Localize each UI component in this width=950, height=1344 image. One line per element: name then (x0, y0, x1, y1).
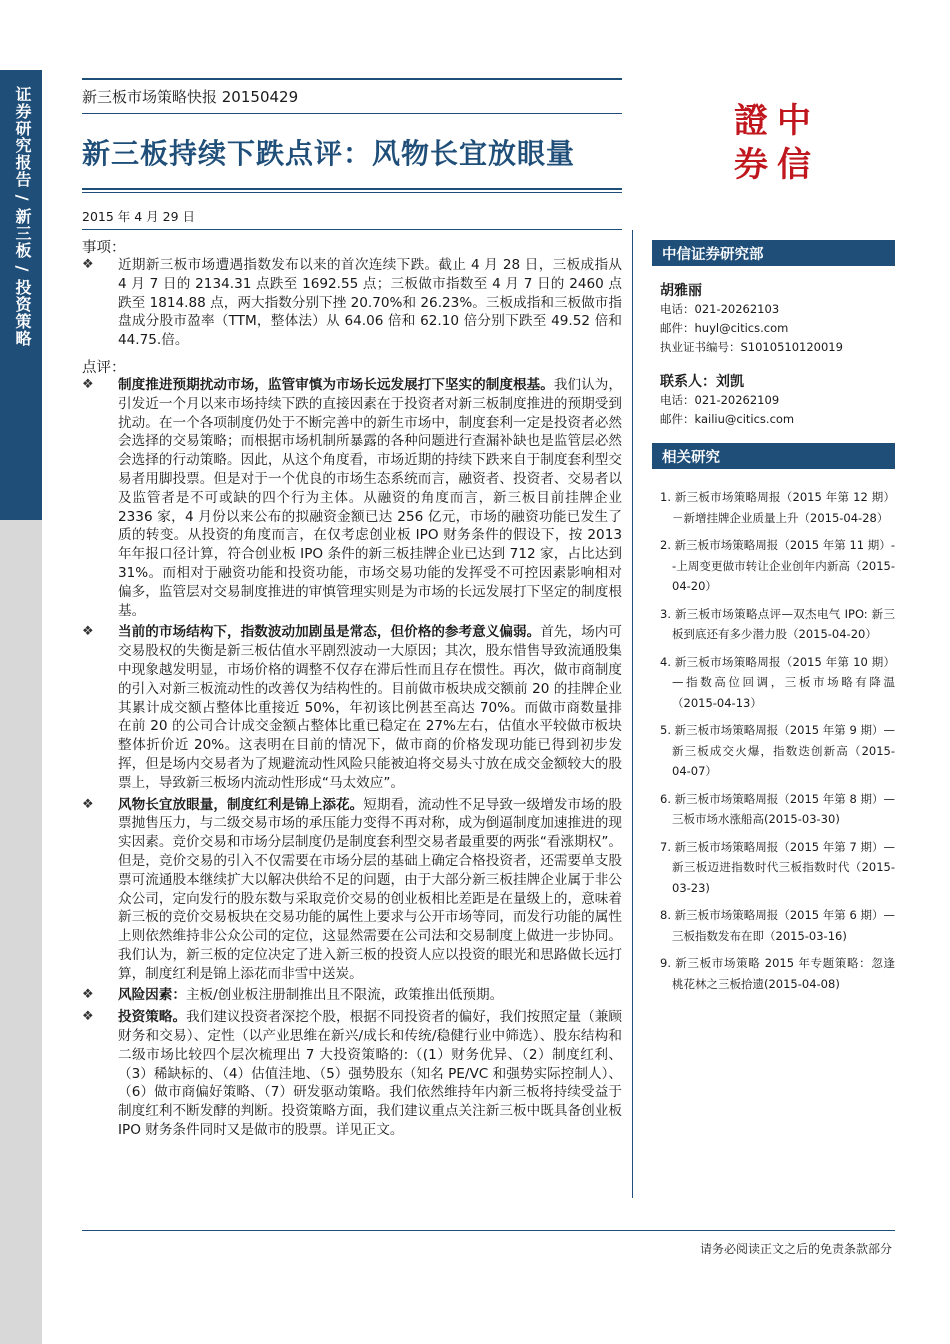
comment-item (82, 623, 622, 792)
event-item (82, 256, 622, 350)
related-list (652, 487, 895, 994)
logo-char: 信 (777, 145, 811, 182)
diamond-bullet-icon: ❖ (82, 376, 94, 392)
page-title: 新三板持续下跌点评：风物长宜放眼量 (82, 137, 576, 170)
comment-item (82, 796, 622, 984)
related-item[interactable]: 3. 新三板市场策略点评—双杰电气 IPO: 新三板到底还有多少潜力股（2015-04-20） (660, 606, 895, 641)
related-item[interactable]: 4. 新三板市场策略周报（2015 年第 10 期）—指数高位回调，三板市场略有降温（2015-04-13） (660, 654, 895, 710)
analyst-name: 胡雅丽 (660, 283, 702, 299)
related-item[interactable]: 5. 新三板市场策略周报（2015 年第 9 期）—新三板成交火爆，指数迭创新高（2015-04-07） (660, 723, 895, 778)
contact-name: 联系人：刘凯 (660, 374, 744, 390)
comment-body: 主板/创业板注册制推出且不限流，政策推出低预期。 (185, 987, 504, 1004)
comment-lead: 风险因素： (118, 987, 186, 1004)
right-sidebar (652, 240, 895, 1001)
related-item[interactable]: 1. 新三板市场策略周报（2015 年第 12 期）－新增挂牌企业质量上升（2015-04-28） (660, 490, 895, 525)
comment-lead: 风物长宜放眼量，制度红利是锦上添花。 (118, 796, 364, 813)
contact-email[interactable]: 邮件：kailiu@citics.com (660, 412, 795, 426)
side-vertical-text: 证券研究报告 / 新三板 / 投资策略 (13, 86, 32, 347)
date-divider (82, 229, 622, 230)
analyst-license: 执业证书编号：S1010510120019 (660, 340, 843, 354)
main-column (82, 78, 622, 1140)
analyst-email[interactable]: 邮件：huyl@citics.com (660, 321, 789, 335)
comment-body: 我们认为，引发近一个月以来市场持续下跌的直接因素在于投资者对新三板制度推进的预期受到扰动。在一个各项制度仍处于不断完善中的新生市场中，制度套利一定是投资者必然会选择的交易策略；而根据市场机制所暴露的各种问题进行查漏补缺也是监管层必然会选择的行动策略。因此，从这个角度看，市场近期的持续下跌来自于制度套利型交易者用脚投票。但是对于一个优良的市场生态系统而言，融资者、投资者、交易者以及监管者是不可或缺的四个行为主体。从融资的角度而言，新三板目前挂牌企业 2336 家，4 月份以来公布的拟融资金额已达 256 亿元，市场的融资功能已发生了质的转变。从投资的角度而言，在仅考虑创业板 IPO 财务条件的假设下，按 2013 年年报口径计算，符合创业板 IPO 条件的新三板挂牌企业已达到 712 家，占比达到 31%。而相对于融资功能和投资功能，市场交易功能的发挥受不可控因素影响相对偏多，监管层对交易制度推进的审慎管理实则是为市场的长远发展打下坚定的制度根基。 (118, 376, 623, 619)
dept-heading: 中信证券研究部 (652, 240, 895, 266)
related-item[interactable]: 8. 新三板市场策略周报（2015 年第 6 期）—三板指数发布在即（2015-03-16) (660, 908, 895, 943)
comment-lead: 投资策略。 (118, 1009, 187, 1026)
side-bar (0, 0, 42, 1344)
diamond-bullet-icon: ❖ (82, 257, 94, 272)
related-item[interactable]: 7. 新三板市场策略周报（2015 年第 7 期）—新三板迈进指数时代三板指数时代（2015-03-23) (660, 839, 895, 895)
diamond-bullet-icon: ❖ (82, 624, 94, 640)
logo-char: 中 (777, 101, 811, 141)
comments-heading: 点评： (82, 359, 126, 376)
comment-item (82, 986, 622, 1005)
logo-char: 證 (734, 101, 768, 141)
related-item[interactable]: 9. 新三板市场策略 2015 年专题策略：忽逢桃花林之三板拾遗(2015-04-08) (660, 956, 895, 991)
side-bar-gray (0, 520, 42, 1344)
contact-info (652, 391, 895, 429)
comment-body: 首先，场内可交易股权的失衡是新三板估值水平剧烈波动一大原因；其次，股东惜售导致流通股集中现象越发明显，市场价格的调整不仅存在滞后性而且存在惯性。再次，做市商制度的引入对新三板流动性的改善仅为结构性的。目前做市板块成交额前 20 的挂牌企业其累计成交额占整体比重接近 50%，年初该比例甚至高达 70%。而做市商数量排在前 20 的公司合计成交金额占整体比重已稳定在 27%左右，估值水平较做市板块整体折价近 20%。这表明在目前的情况下，做市商的价格发现功能已得到初步发挥，但是场内交易者为了规避流动性风险只能被迫将交易头寸放在成交金额较大的股票上，导致新三板场内流动性形成“马太效应”。 (118, 624, 623, 791)
related-item[interactable]: 6. 新三板市场策略周报（2015 年第 8 期）—三板市场水涨船高(2015-03-30) (660, 791, 895, 826)
comment-body: 短期看，流动性不足导致一级增发市场的股票抛售压力，与二级交易市场的承压能力变得不再对称，成为倒逼制度加速推进的现实因素。竞价交易和市场分层制度仍是制度套利型交易者最重要的两张“看涨期权”。但是，竞价交易的引入不仅需要在市场分层的基础上确定合格投资者，还需要单支股票可流通股本继续扩大以解决供给不足的问题，由于大部分新三板挂牌企业属于非公众公司，定向发行的股东数与采取竞价交易的创业板相比差距是在量级上的，意味着新三板的竞价交易板块在交易功能的属性上要求与公开市场等同，而发行功能的属性上则依然维持非公众公司的定位，这显然需要在公司法和交易制度上做进一步协同。我们认为，新三板的定位决定了进入新三板的投资人应以投资的眼光和思路做长远打算，制度红利是锦上添花而非雪中送炭。 (118, 796, 622, 982)
report-series: 新三板市场策略快报 20150429 (82, 78, 622, 114)
comment-item (82, 1008, 622, 1140)
report-date: 2015 年 4 月 29 日 (82, 209, 196, 224)
analyst-phone: 电话：021-20262103 (660, 302, 780, 316)
title-divider (82, 188, 622, 193)
analyst-info (652, 300, 895, 357)
comment-body: 我们建议投资者深挖个股，根据不同投资者的偏好，我们按照定量（兼顾财务和交易）、定性（以产业思维在新兴/成长和传统/稳健行业中筛选）、股东结构和二级市场比较四个层次梳理出 7 大投资策略的:（(1）财务优异、（2）制度红利、（3）稀缺标的、（4）估值洼地、（5）强势股东（知名 PE/VC 和强势实际控制人）、（6）做市商偏好策略、（7）研发驱动策略。我们依然维持年内新三板将持续受益于制度红利不断发酵的判断。投资策略方面，我们建议重点关注新三板中既具备创业板 IPO 财务条件同时又是做市的股票。详见正文。 (118, 1009, 623, 1139)
footer-divider (82, 1230, 895, 1231)
event-text: 近期新三板市场遭遇指数发布以来的首次连续下跌。截止 4 月 28 日，三板成指从 4 月 7 日的 2134.31 点跌至 1692.55 点；三板做市指数至 4 月 7 日的 2460 点跌至 1814.88 点，两大指数分别下挫 20.70%和 26.23%。三板成指和三板做市指盘成分股市盈率（TTM，整体法）从 64.06 倍和 62.10 倍分别下跌至 49.52 倍和 44.75.倍。 (118, 257, 622, 349)
diamond-bullet-icon: ❖ (82, 987, 94, 1003)
diamond-bullet-icon: ❖ (82, 796, 94, 812)
related-item[interactable]: 2. 新三板市场策略周报（2015 年第 11 期）--上周变更做市转让企业创年内新高（2015-04-20） (660, 538, 895, 593)
logo-char: 券 (734, 145, 768, 182)
contact-phone: 电话：021-20262109 (660, 393, 780, 407)
diamond-bullet-icon: ❖ (82, 1009, 94, 1025)
citic-securities-logo (730, 96, 816, 182)
related-heading: 相关研究 (652, 443, 895, 469)
column-divider (632, 230, 633, 1198)
events-heading: 事项： (82, 240, 126, 256)
comment-lead: 制度推进预期扰动市场，监管审慎为市场长远发展打下坚实的制度根基。 (118, 376, 554, 393)
comment-lead: 当前的市场结构下，指数波动加剧虽是常态，但价格的参考意义偏弱。 (118, 624, 541, 641)
footer-disclaimer: 请务必阅读正文之后的免责条款部分 (699, 1242, 892, 1256)
comment-item (82, 376, 622, 620)
